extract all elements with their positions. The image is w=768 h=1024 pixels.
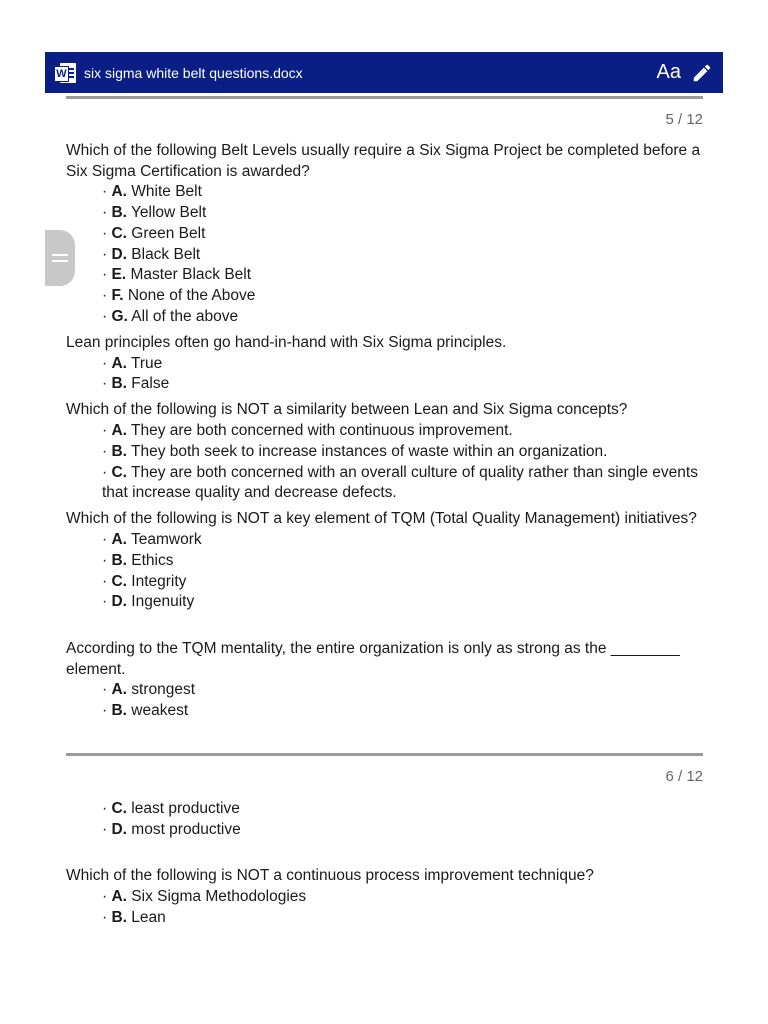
question-text: Lean principles often go hand-in-hand with Six Sigma principles. [66,333,507,351]
answer-option: · C. Integrity [102,572,187,590]
answer-option: · C. They are both concerned with an overall culture of quality rather than single events that increase quality and decrease defects. [102,463,698,502]
text-size-button[interactable]: Aa [656,61,681,83]
answer-option: · D. Black Belt [102,245,201,263]
answer-option: · G. All of the above [102,307,239,325]
answer-option: · A. strongest [102,681,196,699]
answer-option: · A. White Belt [102,183,202,201]
question-text: Which of the following is NOT a similarity between Lean and Six Sigma concepts? [66,401,628,419]
answer-option: · C. least productive [102,800,240,817]
answer-option: · A. Teamwork [102,531,202,549]
page-divider [66,96,703,99]
page-5-content [66,141,706,722]
answer-option: · A. Six Sigma Methodologies [102,888,307,906]
answer-option: · C. Green Belt [102,224,206,242]
page-6-content [66,799,706,929]
page-number: 6 / 12 [665,768,703,785]
page-number: 5 / 12 [665,111,703,128]
document-title: six sigma white belt questions.docx [84,64,303,81]
answer-option: · D. Ingenuity [102,593,195,611]
answer-option: · E. Master Black Belt [102,266,252,284]
answer-option: · B. They both seek to increase instances of waste within an organization. [102,442,608,460]
question-text: Which of the following is NOT a continuous process improvement technique? [66,867,594,885]
page-divider [66,753,703,756]
pencil-icon[interactable] [691,62,713,84]
answer-option: · B. Lean [102,908,166,926]
question-text: Which of the following is NOT a key element of TQM (Total Quality Management) initiatives? [66,510,697,528]
answer-option: · A. They are both concerned with continuous improvement. [102,422,513,440]
answer-option: · B. Yellow Belt [102,204,207,222]
answer-option: · B. False [102,375,170,393]
document-header-bar [45,52,723,93]
answer-option: · D. most productive [102,820,241,838]
answer-option: · A. True [102,354,163,372]
answer-option: · B. weakest [102,702,189,720]
question-text: Which of the following Belt Levels usually require a Six Sigma Project be completed before a Six Sigma Certification is awarded? [66,142,701,180]
answer-option: · B. Ethics [102,551,174,569]
question-text: According to the TQM mentality, the entire organization is only as strong as the ________ element. [66,639,680,678]
answer-option: · F. None of the Above [102,286,256,304]
word-doc-icon: W [54,63,76,83]
